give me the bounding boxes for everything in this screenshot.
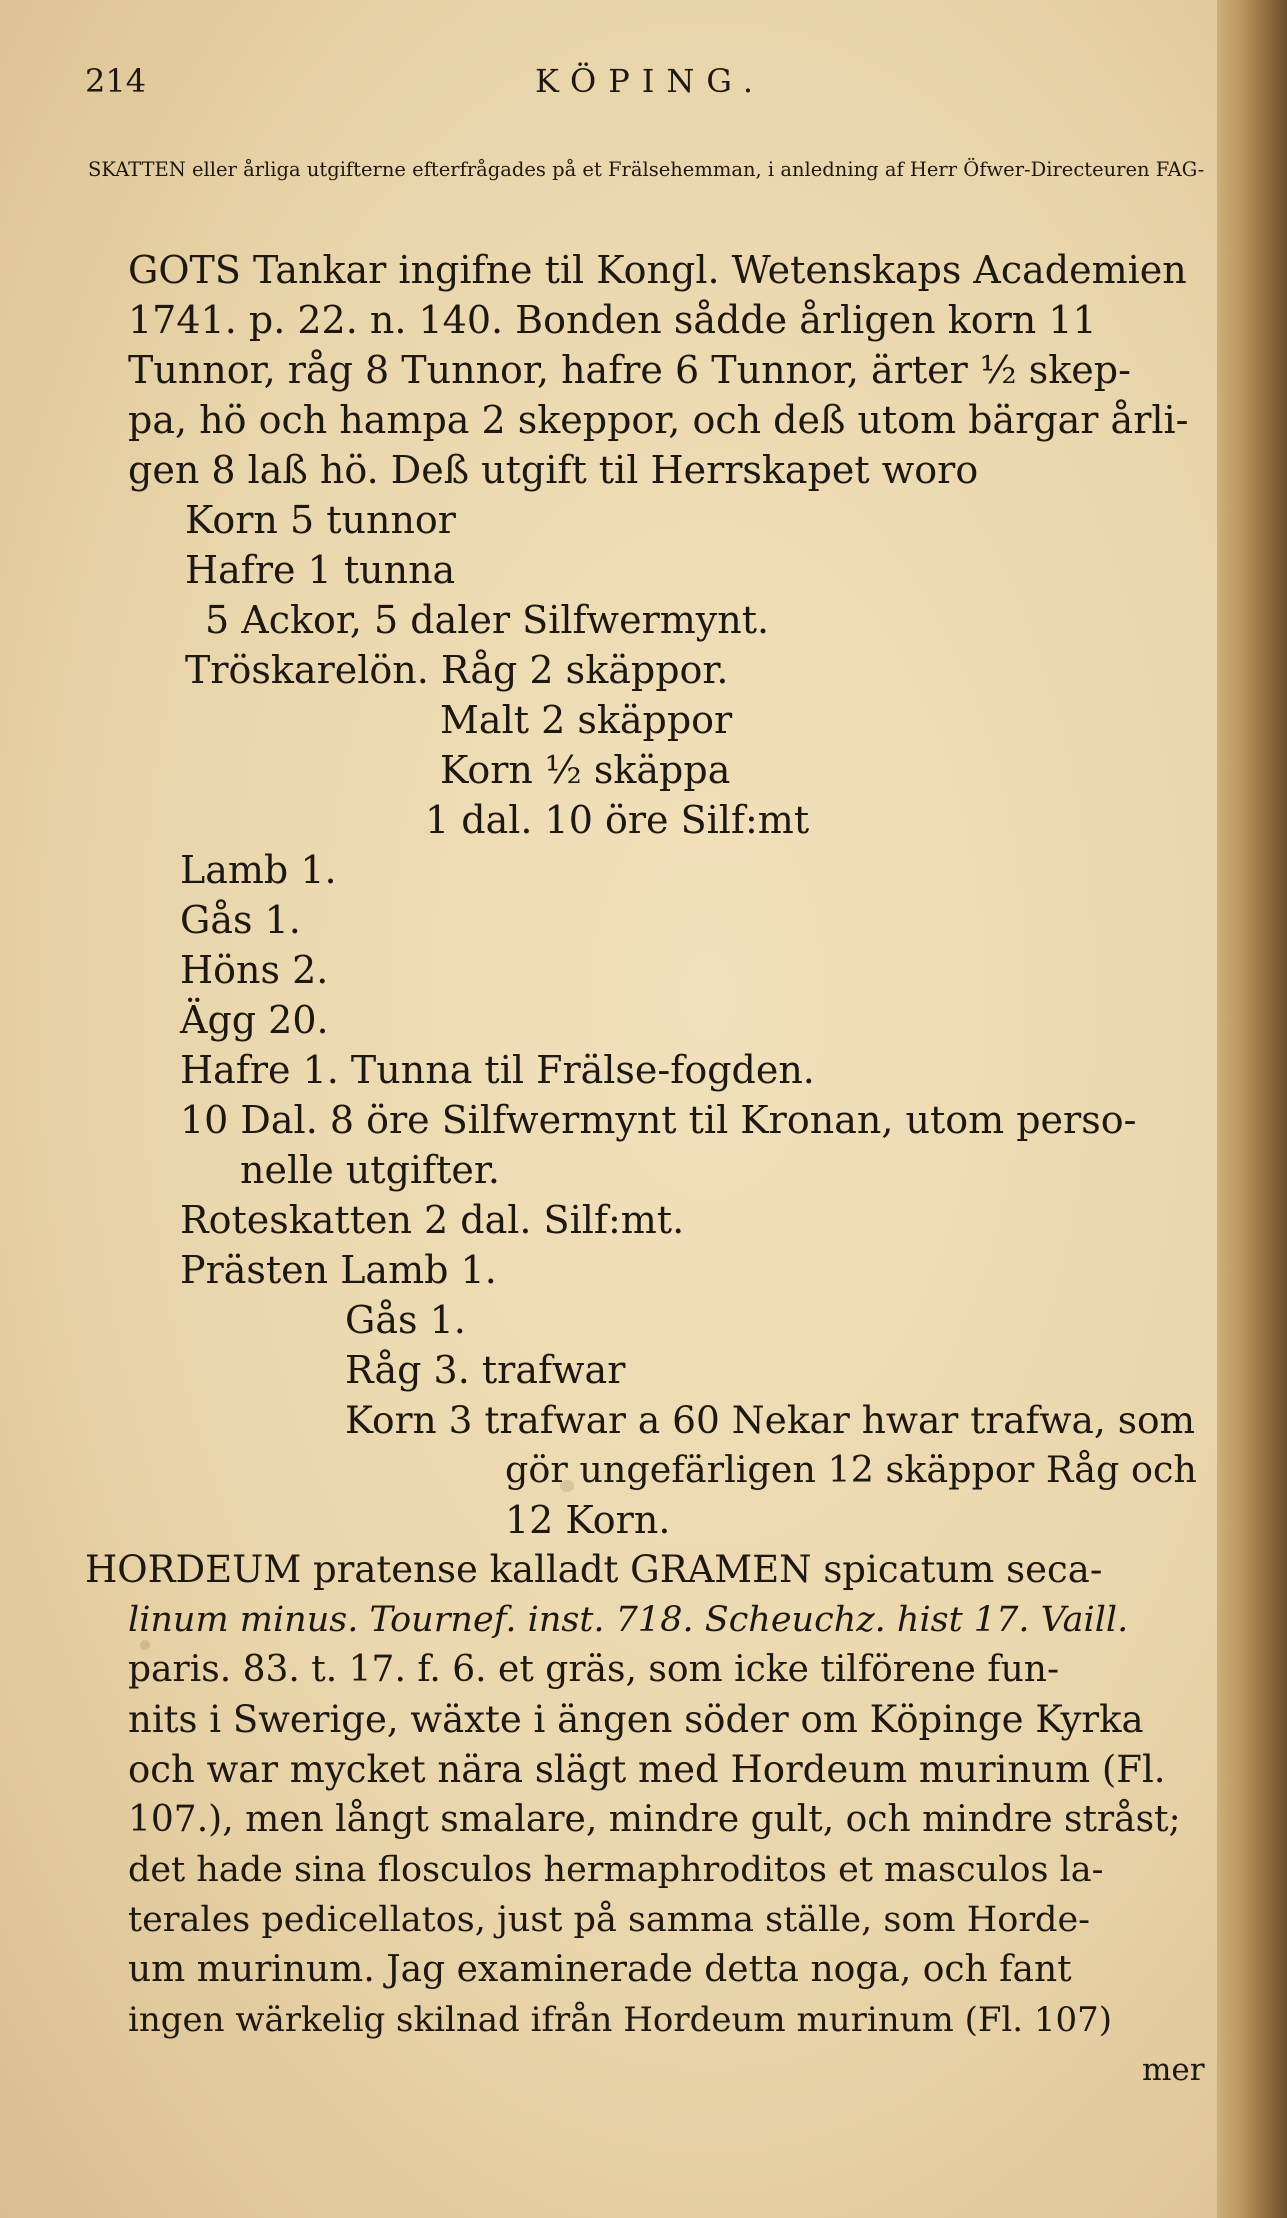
- text-line: Malt 2 skäppor: [440, 698, 733, 742]
- text-line: 5 Ackor, 5 daler Silfwermynt.: [205, 598, 770, 642]
- text-line: Roteskatten 2 dal. Silf:mt.: [180, 1198, 685, 1242]
- text-line: gör ungefärligen 12 skäppor Råg och: [505, 1448, 1197, 1491]
- text-line: Korn 5 tunnor: [185, 498, 456, 542]
- text-line: Korn ½ skäppa: [440, 748, 731, 792]
- text-line: nits i Swerige, wäxte i ängen söder om Köpinge Kyrka: [128, 1698, 1144, 1741]
- text-line: Råg 3. trafwar: [345, 1348, 626, 1392]
- text-line: terales pedicellatos, just på samma ställe, som Horde-: [128, 1900, 1091, 1940]
- text-line: HORDEUM pratense kalladt GRAMEN spicatum seca-: [85, 1548, 1103, 1591]
- book-spine: [1217, 0, 1287, 2218]
- text-line: Korn 3 trafwar a 60 Nekar hwar trafwa, som: [345, 1398, 1196, 1442]
- text-line: ingen wärkelig skilnad ifrån Hordeum murinum (Fl. 107): [128, 2000, 1113, 2040]
- text-line: nelle utgifter.: [240, 1148, 500, 1192]
- text-line: Hafre 1 tunna: [185, 548, 456, 592]
- text-line: gen 8 laß hö. Deß utgift til Herrskapet woro: [128, 448, 979, 492]
- text-line: det hade sina flosculos hermaphroditos et masculos la-: [128, 1850, 1104, 1890]
- page-header: [85, 62, 1215, 112]
- text-line: 1741. p. 22. n. 140. Bonden sådde årligen korn 11: [128, 298, 1097, 342]
- running-head: KÖPING.: [534, 62, 766, 100]
- text-line: pa, hö och hampa 2 skeppor, och deß utom bärgar årli-: [128, 398, 1189, 442]
- text-line: Gås 1.: [180, 898, 301, 942]
- text-line: Tunnor, råg 8 Tunnor, hafre 6 Tunnor, ärter ½ skep-: [128, 348, 1131, 392]
- text-line: 10 Dal. 8 öre Silfwermynt til Kronan, utom perso-: [180, 1098, 1137, 1142]
- text-line: Prästen Lamb 1.: [180, 1248, 497, 1292]
- text-line: paris. 83. t. 17. f. 6. et gräs, som icke tilförene fun-: [128, 1649, 1060, 1690]
- catchword: mer: [1142, 2052, 1205, 2088]
- text-line: 1 dal. 10 öre Silf:mt: [425, 798, 810, 842]
- text-line: och war mycket nära slägt med Hordeum murinum (Fl.: [128, 1748, 1166, 1791]
- text-line: linum minus. Tournef. inst. 718. Scheuchz. hist 17. Vaill.: [128, 1600, 1129, 1640]
- text-line: Lamb 1.: [180, 848, 337, 892]
- text-line: Hafre 1. Tunna til Frälse-fogden.: [180, 1048, 815, 1092]
- text-line: Höns 2.: [180, 948, 329, 992]
- text-line: 107.), men långt smalare, mindre gult, och mindre stråst;: [128, 1799, 1181, 1840]
- text-line: 12 Korn.: [505, 1498, 671, 1542]
- text-line: GOTS Tankar ingifne til Kongl. Wetenskaps Academien: [128, 248, 1187, 292]
- text-line: Tröskarelön. Råg 2 skäppor.: [185, 648, 729, 692]
- text-line: um murinum. Jag examinerade detta noga, och fant: [128, 1949, 1072, 1990]
- page-number: 214: [85, 62, 147, 100]
- text-line: Ägg 20.: [180, 998, 329, 1042]
- text-line: Gås 1.: [345, 1298, 466, 1342]
- text-line: SKATTEN eller årliga utgifterne efterfrågades på et Frälsehemman, i anledning af Herr Öfwer-Directeuren FAG-: [88, 158, 1205, 181]
